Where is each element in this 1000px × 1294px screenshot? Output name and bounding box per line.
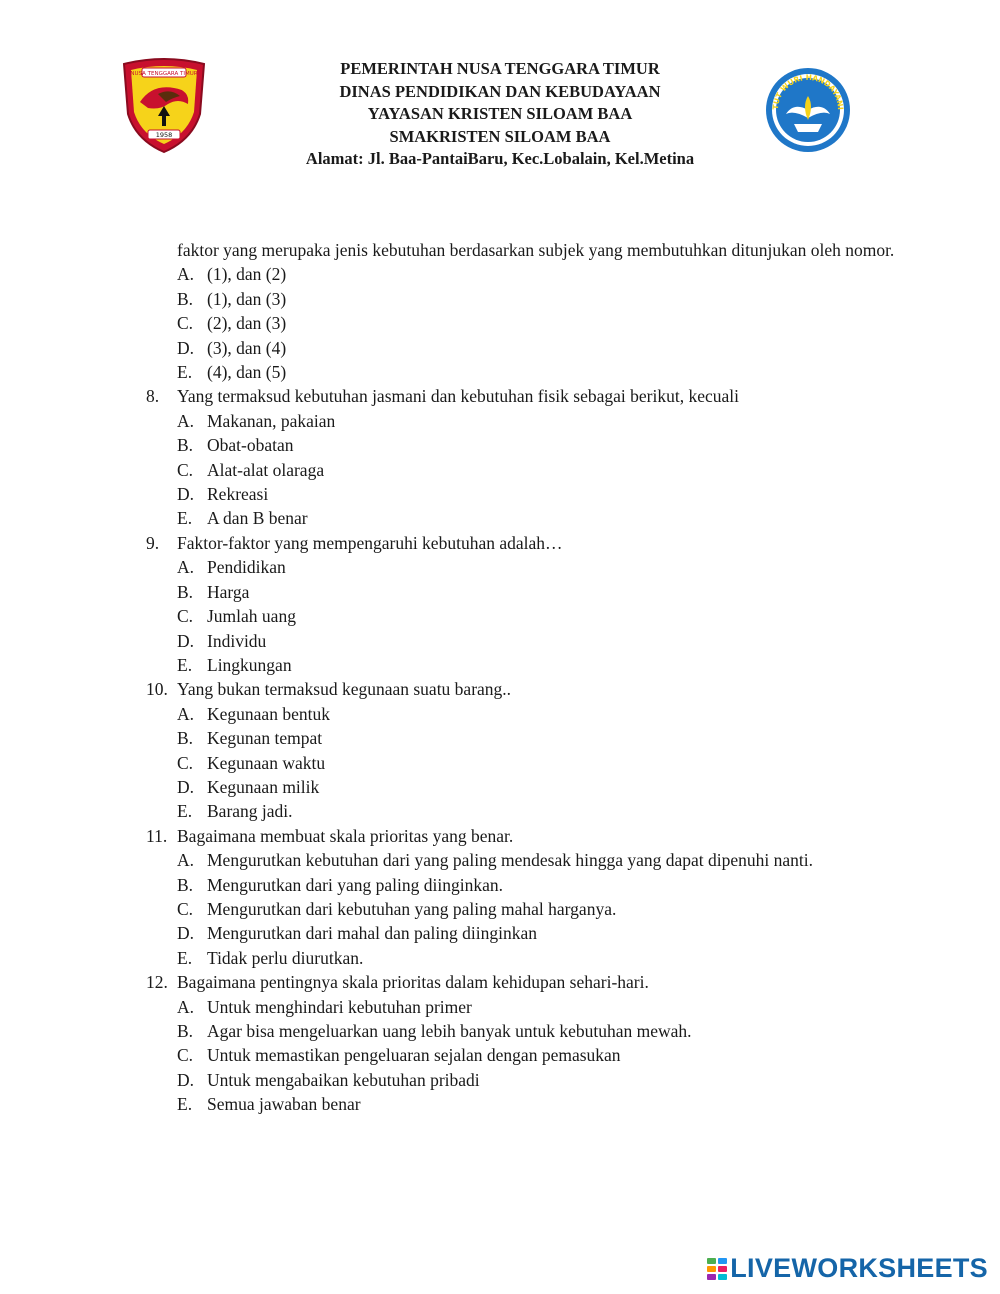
answer-option xyxy=(177,873,906,897)
answer-option xyxy=(177,653,906,677)
liveworksheets-brand xyxy=(706,1253,988,1284)
option-label: C. xyxy=(177,606,194,627)
answer-option xyxy=(177,580,906,604)
liveworksheets-logo-icon xyxy=(706,1257,728,1281)
option-text: Tidak perlu diurutkan. xyxy=(207,947,364,968)
option-text: Untuk menghindari kebutuhan primer xyxy=(207,996,472,1017)
question-stem xyxy=(146,677,906,701)
option-text: Agar bisa mengeluarkan uang lebih banyak untuk kebutuhan mewah. xyxy=(207,1021,692,1041)
header-line-department: DINAS PENDIDIKAN DAN KEBUDAYAAN xyxy=(339,81,661,101)
answer-option xyxy=(177,1019,906,1043)
option-text: Mengurutkan kebutuhan dari yang paling mendesak hingga yang dapat dipenuhi nanti. xyxy=(207,850,814,871)
question-number: 8. xyxy=(146,386,160,407)
option-text: Untuk mengabaikan kebutuhan pribadi xyxy=(207,1069,480,1090)
option-label: A. xyxy=(177,850,195,871)
option-text: Lingkungan xyxy=(207,654,292,675)
answer-option xyxy=(177,506,906,530)
question-text: Yang termaksud kebutuhan jasmani dan kebutuhan fisik sebagai berikut, kecuali xyxy=(177,386,739,407)
option-label: A. xyxy=(177,410,195,431)
option-text: Jumlah uang xyxy=(207,606,296,627)
option-text: Kegunan tempat xyxy=(207,728,323,749)
answer-option xyxy=(177,458,906,482)
answer-option xyxy=(177,848,906,872)
intro-question-continuation xyxy=(146,238,906,384)
letterhead xyxy=(200,58,800,171)
question-stem xyxy=(146,970,906,994)
answer-options xyxy=(146,555,906,677)
option-text: Harga xyxy=(207,581,250,602)
answer-option xyxy=(177,604,906,628)
answer-option xyxy=(177,555,906,579)
answer-option xyxy=(177,482,906,506)
option-text: (4), dan (5) xyxy=(207,362,287,383)
answer-option xyxy=(177,262,906,286)
option-text: Individu xyxy=(207,630,267,651)
emblem-year: 1958 xyxy=(155,131,173,139)
option-text: (3), dan (4) xyxy=(207,337,287,358)
option-text: Semua jawaban benar xyxy=(207,1094,361,1115)
answer-option xyxy=(177,799,906,823)
option-label: E. xyxy=(177,654,193,675)
option-label: D. xyxy=(177,484,195,505)
header-line-government: PEMERINTAH NUSA TENGGARA TIMUR xyxy=(340,59,660,78)
question-stem xyxy=(146,384,906,408)
question-text: Bagaimana pentingnya skala prioritas dalam kehidupan sehari-hari. xyxy=(177,972,649,993)
answer-options xyxy=(146,995,906,1117)
option-label: A. xyxy=(177,703,195,724)
intro-text: faktor yang merupaka jenis kebutuhan berdasarkan subjek yang membutuhkan ditunjukan oleh nomor. xyxy=(177,240,895,260)
answer-options xyxy=(146,848,906,970)
option-label: B. xyxy=(177,728,194,749)
option-label: C. xyxy=(177,898,194,919)
emblem-ribbon-text: NUSA TENGGARA TIMUR xyxy=(130,71,198,77)
answer-option xyxy=(177,751,906,775)
option-label: C. xyxy=(177,313,194,334)
option-text: Kegunaan bentuk xyxy=(207,703,330,724)
answer-option xyxy=(177,702,906,726)
question-number: 12. xyxy=(146,972,168,993)
liveworksheets-wordmark: LIVEWORKSHEETS xyxy=(730,1253,988,1283)
option-label: D. xyxy=(177,923,195,944)
option-label: A. xyxy=(177,996,195,1017)
question-number: 9. xyxy=(146,532,160,553)
intro-options xyxy=(177,262,906,384)
question-block xyxy=(146,677,906,823)
question-stem xyxy=(146,531,906,555)
answer-option xyxy=(177,409,906,433)
option-text: A dan B benar xyxy=(207,508,308,529)
question-list xyxy=(146,384,906,1116)
option-text: Mengurutkan dari yang paling diinginkan. xyxy=(207,874,503,895)
header-line-address: Alamat: Jl. Baa-PantaiBaru, Kec.Lobalain, Kel.Metina xyxy=(305,149,695,168)
option-text: Alat-alat olaraga xyxy=(207,459,325,480)
option-label: D. xyxy=(177,630,195,651)
option-label: A. xyxy=(177,264,195,285)
answer-option xyxy=(177,726,906,750)
question-stem xyxy=(146,824,906,848)
answer-options xyxy=(146,409,906,531)
option-label: E. xyxy=(177,508,193,529)
option-text: Mengurutkan dari mahal dan paling diinginkan xyxy=(207,923,537,944)
question-block xyxy=(146,970,906,1116)
question-number: 11. xyxy=(146,825,168,846)
emblem-ring-text: TUT WURI HANDAYANI xyxy=(770,72,846,111)
tut-wuri-handayani-emblem xyxy=(764,66,852,154)
question-block xyxy=(146,824,906,970)
option-label: C. xyxy=(177,1045,194,1066)
option-text: Makanan, pakaian xyxy=(207,410,336,431)
option-label: C. xyxy=(177,459,194,480)
answer-option xyxy=(177,336,906,360)
question-block xyxy=(146,384,906,530)
option-text: Barang jadi. xyxy=(207,801,293,822)
option-text: (1), dan (3) xyxy=(207,288,287,309)
option-label: B. xyxy=(177,1021,194,1041)
option-label: D. xyxy=(177,337,195,358)
ntt-province-emblem xyxy=(118,58,210,154)
answer-option xyxy=(177,311,906,335)
answer-option xyxy=(177,287,906,311)
header-line-foundation: YAYASAN KRISTEN SILOAM BAA xyxy=(367,104,633,123)
option-text: (2), dan (3) xyxy=(207,313,287,334)
answer-options xyxy=(146,702,906,824)
answer-option xyxy=(177,946,906,970)
option-label: B. xyxy=(177,874,194,895)
option-text: Kegunaan milik xyxy=(207,776,320,797)
answer-option xyxy=(177,433,906,457)
option-label: B. xyxy=(177,435,194,456)
question-text: Yang bukan termaksud kegunaan suatu barang.. xyxy=(177,679,512,700)
question-text: Faktor-faktor yang mempengaruhi kebutuhan adalah… xyxy=(177,532,563,553)
option-text: Mengurutkan dari kebutuhan yang paling mahal harganya. xyxy=(207,898,617,919)
answer-option xyxy=(177,897,906,921)
question-text: Bagaimana membuat skala prioritas yang benar. xyxy=(177,825,514,846)
option-label: B. xyxy=(177,581,194,602)
answer-option xyxy=(177,1092,906,1116)
option-label: E. xyxy=(177,801,193,822)
option-text: Kegunaan waktu xyxy=(207,752,326,773)
answer-option xyxy=(177,629,906,653)
worksheet-content xyxy=(146,238,906,1117)
option-text: Rekreasi xyxy=(207,484,269,505)
option-label: B. xyxy=(177,288,194,309)
answer-option xyxy=(177,921,906,945)
answer-option xyxy=(177,995,906,1019)
answer-option xyxy=(177,775,906,799)
question-number: 10. xyxy=(146,679,168,700)
answer-option xyxy=(177,1043,906,1067)
option-label: A. xyxy=(177,557,195,578)
option-label: E. xyxy=(177,1094,193,1115)
option-text: Pendidikan xyxy=(207,557,286,578)
option-text: (1), dan (2) xyxy=(207,264,287,285)
option-text: Untuk memastikan pengeluaran sejalan dengan pemasukan xyxy=(207,1045,621,1066)
answer-option xyxy=(177,360,906,384)
option-label: D. xyxy=(177,776,195,797)
option-label: E. xyxy=(177,947,193,968)
question-block xyxy=(146,531,906,677)
answer-option xyxy=(177,1068,906,1092)
option-label: C. xyxy=(177,752,194,773)
option-text: Obat-obatan xyxy=(207,435,294,456)
option-label: D. xyxy=(177,1069,195,1090)
option-label: E. xyxy=(177,362,193,383)
header-line-school: SMAKRISTEN SILOAM BAA xyxy=(389,126,611,146)
